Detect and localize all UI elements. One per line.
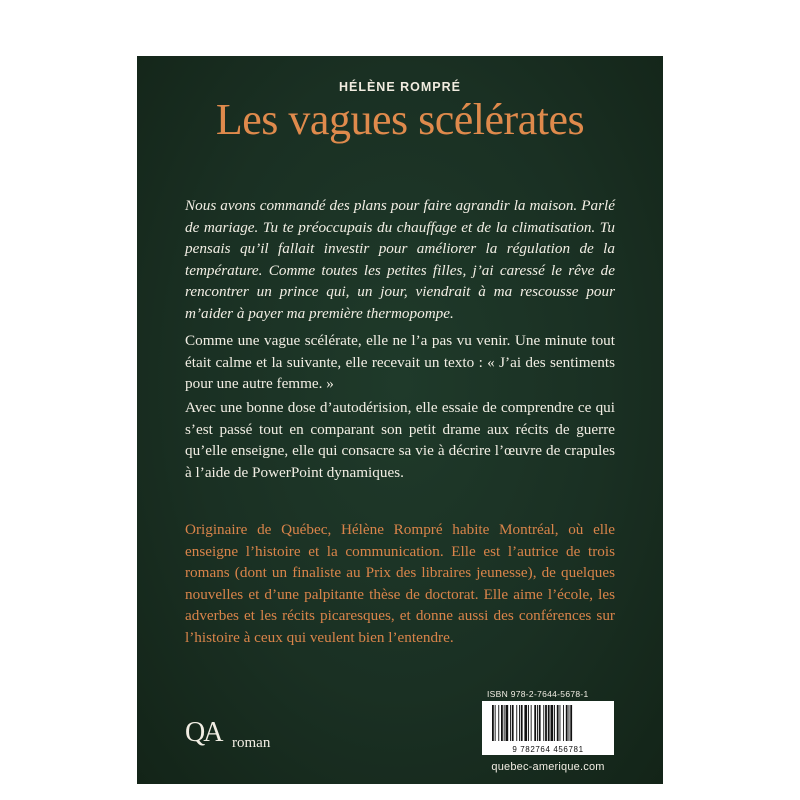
barcode-bars xyxy=(482,701,614,745)
barcode-digits: 9 782764 456781 xyxy=(512,745,584,754)
book-back-cover xyxy=(137,56,663,784)
excerpt-quote: Nous avons commandé des plans pour faire agrandir la maison. Parlé de mariage. Tu te préoccupais du chauffage et de la climatisation. Tu pensais qu’il fallait investir pour améliorer la régulation de la température. Comme toutes les petites filles, j’ai caressé le rêve de rencontrer un prince qui, un jour, viendrait à ma rescousse pour m’aider à payer ma première thermopompe. xyxy=(185,197,615,322)
author-bio: Originaire de Québec, Hélène Rompré habite Montréal, où elle enseigne l’histoire et la communication. Elle est l’autrice de trois romans (dont un finaliste au Prix des libraires jeunesse), de quelques nouvelles et d’une palpitante thèse de doctorat. Elle aime l’école, les adverbes et les récits picaresques, et donne aussi des conférences sur l’histoire à ceux qui veulent bien l’entendre. xyxy=(185,521,615,646)
synopsis-paragraph-1: Comme une vague scélérate, elle ne l’a pas vu venir. Une minute tout était calme et la suivante, elle recevait un texto : « J’ai des sentiments pour une autre femme. » xyxy=(185,332,615,392)
synopsis-paragraph-2: Avec une bonne dose d’autodérision, elle essaie de comprendre ce qui s’est passé tout en comparant son petit drame aux récits de guerre qu’elle enseigne, elle qui consacre sa vie à décrire l’œuvre de crapules à l’aide de PowerPoint dynamiques. xyxy=(185,399,615,481)
book-title: Les vagues scélérates xyxy=(215,95,585,144)
isbn-label: ISBN 978-2-7644-5678-1 xyxy=(487,689,589,699)
publisher-logo: QA xyxy=(185,717,222,748)
barcode xyxy=(482,701,614,755)
publisher-collection: roman xyxy=(232,735,271,751)
author-name: HÉLÈNE ROMPRÉ xyxy=(338,80,462,94)
publisher-url: quebec-amerique.com xyxy=(491,761,605,773)
